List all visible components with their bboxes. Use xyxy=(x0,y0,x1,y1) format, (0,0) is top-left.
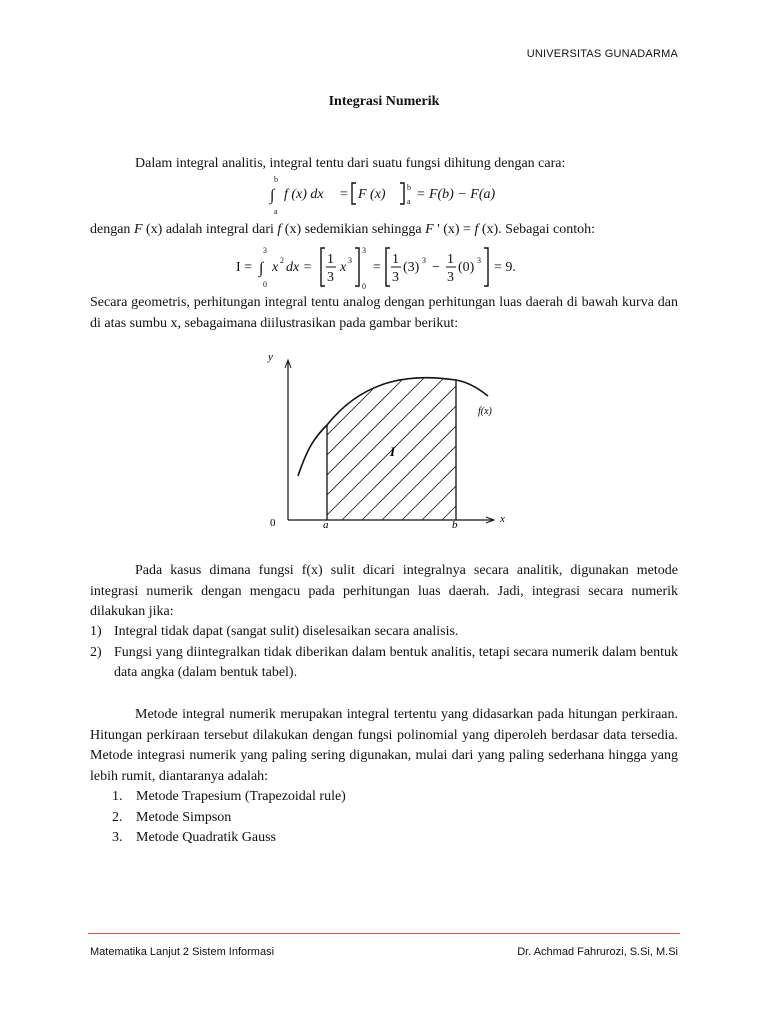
eq1-antiderivative: F (x) xyxy=(358,187,386,202)
footer-course: Matematika Lanjut 2 Sistem Informasi xyxy=(90,946,275,958)
case-paragraph: Pada kasus dimana fungsi f(x) sulit dicari integralnya secara analitik, digunakan metode integrasi numerik dengan mengacu pada perhitungan luas daerah. Jadi, integrasi secara numerik dilakukan jika: xyxy=(90,563,678,619)
eq1-integrand: f (x) dx xyxy=(284,187,324,202)
eq2-term2: (0) xyxy=(458,260,475,275)
eq2-power: 2 xyxy=(280,256,284,265)
eq2-bracket-upper: 3 xyxy=(362,246,366,255)
definition-line xyxy=(90,220,678,241)
list-item xyxy=(90,622,678,643)
eq1-rhs: = F(b) − F(a) xyxy=(416,187,496,202)
def-text: ' (x) = xyxy=(433,222,475,237)
eq2-term1: (3) xyxy=(403,260,420,275)
def-text: (x). Sebagai contoh: xyxy=(478,222,595,237)
eq1-integral-sign: ∫ xyxy=(270,187,275,204)
eq2-pow3: 3 xyxy=(422,256,426,265)
eq2-x3: x xyxy=(340,260,347,275)
list-item-number: 1. xyxy=(112,789,123,804)
eq2-lhs: I = xyxy=(236,260,253,275)
eq2-frac-den: 3 xyxy=(447,270,454,285)
method-paragraph: Metode integral numerik merupakan integral tertentu yang didasarkan pada hitungan perkiraan. Hitungan perkiraan tersebut dilakukan dengan fungsi polinomial yang diperoleh berdasar data tersedia. Metode integrasi numerik yang paling sering digunakan, mulai dari yang paling sederhana hingga yang lebih rumit, diantaranya adalah: xyxy=(90,707,678,784)
eq2-lower-limit: 0 xyxy=(263,280,267,289)
list-item-number: 2. xyxy=(112,809,123,825)
equation-example xyxy=(0,243,768,291)
eq2-frac-den: 3 xyxy=(392,270,399,285)
eq1-bracket-lower: a xyxy=(407,197,411,206)
eq2-equals: = xyxy=(373,260,381,275)
area-label: I xyxy=(390,444,396,459)
function-label: f(x) xyxy=(478,406,492,417)
y-axis-label: y xyxy=(268,351,273,363)
page-footer xyxy=(90,946,678,958)
list-item-text: Metode Simpson xyxy=(136,809,232,825)
eq2-x: x xyxy=(272,260,279,275)
hatched-area xyxy=(256,356,518,526)
x-axis-label: x xyxy=(500,513,505,525)
methods-list xyxy=(112,787,672,849)
eq2-dx: dx = xyxy=(286,260,313,275)
intro-paragraph: Dalam integral analitis, integral tentu dari suatu fungsi dihitung dengan cara: xyxy=(135,156,566,171)
eq2-frac-den: 3 xyxy=(327,270,334,285)
list-item-text: Fungsi yang diintegralkan tidak diberikan dalam bentuk analitis, tetapi secara numerik dalam bentuk data angka (dalam bentuk tabel). xyxy=(114,644,678,680)
list-item-number: 3. xyxy=(112,830,123,845)
point-b-label: b xyxy=(452,519,458,531)
page-title: Integrasi Numerik xyxy=(328,94,440,109)
eq1-lower-limit: a xyxy=(274,207,278,216)
list-item-text: Integral tidak dapat (sangat sulit) diselesaikan secara analisis. xyxy=(114,624,459,639)
footer-author: Dr. Achmad Fahrurozi, S.Si, M.Si xyxy=(517,946,678,958)
list-item xyxy=(112,808,672,829)
list-item-number: 1) xyxy=(90,624,102,639)
def-text: (x) sedemikian sehingga xyxy=(281,222,426,237)
footer-rule xyxy=(88,933,680,934)
geometry-paragraph: Secara geometris, perhitungan integral tentu analog dengan perhitungan luas daerah di bawah kurva dan di atas sumbu x, sebagaimana diilustrasikan pada gambar berikut: xyxy=(90,295,678,331)
integral-area-figure xyxy=(256,346,518,541)
eq1-equals: = xyxy=(340,187,348,202)
point-a-label: a xyxy=(323,519,329,531)
origin-label: 0 xyxy=(270,517,276,529)
eq2-frac-num: 1 xyxy=(327,252,334,267)
list-item xyxy=(112,828,672,849)
def-F-prime: F xyxy=(425,222,434,237)
conditions-list xyxy=(90,622,678,684)
eq2-minus: − xyxy=(432,260,440,275)
eq2-pow3: 3 xyxy=(348,256,352,265)
def-text: dengan xyxy=(90,222,134,237)
def-f: f xyxy=(277,222,282,237)
eq2-pow3: 3 xyxy=(477,256,481,265)
list-item-number: 2) xyxy=(90,644,102,660)
def-text: (x) adalah integral dari xyxy=(142,222,278,237)
page-header-institution: UNIVERSITAS GUNADARMA xyxy=(526,48,678,60)
def-f: f xyxy=(474,222,479,237)
def-F: F xyxy=(133,222,143,237)
eq2-frac-num: 1 xyxy=(447,252,454,267)
eq1-upper-limit: b xyxy=(274,175,278,184)
equation-definite-integral xyxy=(0,174,768,218)
eq1-bracket-upper: b xyxy=(407,183,411,192)
list-item-text: Metode Quadratik Gauss xyxy=(136,830,276,845)
list-item xyxy=(90,643,678,684)
list-item-text: Metode Trapesium (Trapezoidal rule) xyxy=(136,789,346,804)
eq2-bracket-lower: 0 xyxy=(362,282,366,291)
eq2-frac-num: 1 xyxy=(392,252,399,267)
eq2-result: = 9. xyxy=(494,260,516,275)
eq2-integral-sign: ∫ xyxy=(259,260,264,277)
eq2-upper-limit: 3 xyxy=(263,246,267,255)
list-item xyxy=(112,787,672,808)
